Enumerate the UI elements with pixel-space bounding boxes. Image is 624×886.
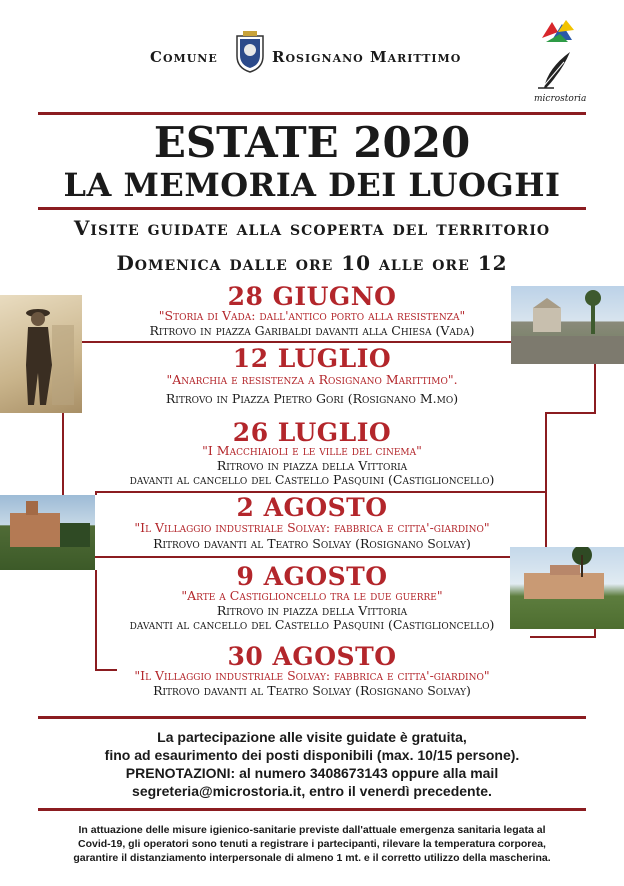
event-title: "I Macchiaioli e le ville del cinema" xyxy=(202,443,422,458)
top-divider xyxy=(38,112,586,115)
connector-line xyxy=(95,556,510,558)
sponsor-logo-icon xyxy=(538,18,578,44)
footer-line: fino ad esaurimento dei posti disponibili (max. 10/15 persone). xyxy=(104,747,520,763)
event-date: 26 LUGLIO xyxy=(232,418,392,447)
event-date: 30 AGOSTO xyxy=(227,642,397,671)
event-date: 28 GIUGNO xyxy=(227,282,397,311)
footer-line: La partecipazione alle visite guidate è gratuita, xyxy=(157,729,467,745)
covid-notice-line: garantire il distanziamento interpersonale di almeno 1 mt. e il corretto utilizzo della mascherina. xyxy=(73,852,551,864)
event-title: "Il Villaggio industriale Solvay: fabbrica e citta'-giardino" xyxy=(134,668,490,683)
event-title: "Anarchia e resistenza a Rosignano Marittimo". xyxy=(166,372,458,387)
event-meeting-point: Ritrovo in Piazza Pietro Gori (Rosignano M.mo) xyxy=(165,391,459,406)
event-title: "Il Villaggio industriale Solvay: fabbrica e citta'-giardino" xyxy=(134,520,490,535)
connector-line xyxy=(530,636,594,638)
footer-bottom-divider xyxy=(38,808,586,811)
covid-notice-line: In attuazione delle misure igienico-sanitarie previste dall'attuale emergenza sanitaria legata al xyxy=(78,824,546,836)
footer-line: segreteria@microstoria.it, entro il venerdì precedente. xyxy=(132,783,492,799)
header-municipality: Rosignano Marittimo xyxy=(272,48,462,66)
footer-divider xyxy=(38,716,586,719)
event-meeting-point: davanti al cancello del Castello Pasquini (Castiglioncello) xyxy=(129,617,495,632)
microstoria-logo xyxy=(534,48,587,106)
microstoria-logo-text: microstoria xyxy=(534,94,587,104)
comune-crest-icon xyxy=(233,30,267,74)
subtitle-line-2: Domenica dalle ore 10 alle ore 12 xyxy=(116,251,508,275)
event-title: "Arte a Castiglioncello tra le due guerre" xyxy=(181,588,443,603)
title-divider xyxy=(38,207,586,210)
title-line-1: ESTATE 2020 xyxy=(153,118,471,167)
event-meeting-point: Ritrovo in piazza della Vittoria xyxy=(216,603,408,618)
event-meeting-point: Ritrovo davanti al Teatro Solvay (Rosignano Solvay) xyxy=(153,536,471,551)
connector-line xyxy=(545,412,595,414)
event-meeting-point: Ritrovo davanti al Teatro Solvay (Rosignano Solvay) xyxy=(153,683,471,698)
event-date: 2 AGOSTO xyxy=(236,493,388,522)
quill-icon xyxy=(534,48,584,92)
subtitle-line-1: Visite guidate alla scoperta del territorio xyxy=(73,216,551,240)
event-meeting-point: davanti al cancello del Castello Pasquini (Castiglioncello) xyxy=(129,472,495,487)
covid-notice-line: Covid-19, gli operatori sono tenuti a registrare i partecipanti, rilevare la temperatura corporea, xyxy=(78,838,546,850)
event-date: 9 AGOSTO xyxy=(236,562,388,591)
footer-line: PRENOTAZIONI: al numero 3408673143 oppure alla mail xyxy=(125,765,499,781)
event-title: "Storia di Vada: dall'antico porto alla resistenza" xyxy=(158,308,466,323)
connector-line xyxy=(82,341,511,343)
event-date: 12 LUGLIO xyxy=(232,344,392,373)
title-line-2: LA MEMORIA DEI LUOGHI xyxy=(63,166,561,204)
event-meeting-point: Ritrovo in piazza della Vittoria xyxy=(216,458,408,473)
header-comune: Comune xyxy=(150,48,218,66)
event-meeting-point: Ritrovo in piazza Garibaldi davanti alla Chiesa (Vada) xyxy=(149,323,475,338)
